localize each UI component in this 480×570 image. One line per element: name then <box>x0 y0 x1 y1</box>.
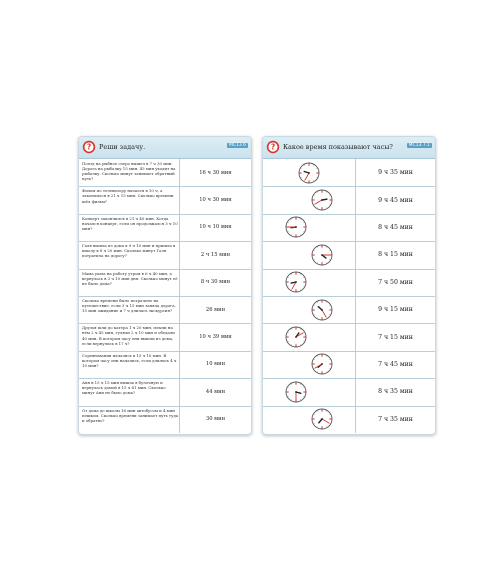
clock-row <box>263 296 435 324</box>
problem-text: Концерт закончился в 21 ч 40 мин. Когда начался концерт, если он продолжался 3 ч 10 мин? <box>79 214 180 241</box>
clock-icon <box>309 187 335 213</box>
problem-row <box>79 351 251 379</box>
question-icon <box>266 140 280 154</box>
answer-text: 10 ч 10 мин <box>199 224 232 231</box>
problem-row <box>79 378 251 406</box>
card-code-badge: МС13.6 <box>228 143 246 148</box>
clock-icon <box>283 269 309 295</box>
clock-cell <box>263 269 356 296</box>
card-code-badge: МС13.7.1 <box>408 143 430 148</box>
clock-icon <box>283 214 309 240</box>
card-title: Реши задачу. <box>99 143 146 151</box>
time-answer: 9 ч 35 мин <box>378 169 413 177</box>
clock-row <box>263 406 435 433</box>
answer-text: 16 ч 30 мин <box>199 169 232 176</box>
problem-text: Галя вышла из дома в 9 ч 10 мин и пришла в школу в 8 ч 20 мин. Сколько минут Галя потратила на дорогу? <box>79 241 180 268</box>
problem-row <box>79 269 251 297</box>
time-answer: 8 ч 15 мин <box>378 251 413 259</box>
problem-text: От дома до школы 16 мин автобусом и 4 мин пешком. Сколько времени занимает путь туда и обратно? <box>79 406 180 433</box>
clock-cell <box>263 214 356 241</box>
clock-row <box>263 269 435 297</box>
time-answer: 9 ч 15 мин <box>378 306 413 314</box>
time-answer: 8 ч 35 мин <box>378 388 413 396</box>
svg-text:?: ? <box>86 142 92 152</box>
clock-cell <box>263 186 356 213</box>
problem-text: Аня в 15 ч 15 мин вышла в булочную и вернулась домой в 15 ч 41 мин. Сколько минут Ани не было дома? <box>79 378 180 405</box>
problem-text: Мама ушла на работу утром в 6 ч 40 мин, а вернулась в 3 ч 10 мин дня. Сколько минут её не было дома? <box>79 269 180 296</box>
answer-text: 10 ч 30 мин <box>199 197 232 204</box>
clock-icon <box>309 297 335 323</box>
time-answer: 8 ч 45 мин <box>378 223 413 231</box>
clock-icon <box>309 351 335 377</box>
time-answer: 9 ч 45 мин <box>378 196 413 204</box>
problem-row <box>79 323 251 351</box>
clock-cell <box>263 159 356 186</box>
clock-icon <box>283 324 309 350</box>
clock-row <box>263 378 435 406</box>
answer-text: 10 ч 39 мин <box>199 334 232 341</box>
clock-icon <box>309 406 335 432</box>
problems-table <box>79 159 251 434</box>
answer-text: 26 мин <box>205 306 226 313</box>
problem-row <box>79 241 251 269</box>
answer-text: 8 ч 30 мин <box>200 279 231 286</box>
clock-row <box>263 159 435 187</box>
time-answer: 7 ч 15 мин <box>378 333 413 341</box>
problem-text: Фильм по телевизору начался в 10 ч, а закончился в 21 ч 15 мин. Сколько времени шёл фильм? <box>79 186 180 213</box>
clock-cell <box>263 351 356 378</box>
answer-text: 2 ч 15 мин <box>200 251 231 258</box>
problem-text: Соревнования начались в 15 ч 10 мин. В котором часу они начались, если длились 4 ч 10 мин? <box>79 351 180 378</box>
problem-text: Поезд на рыбное озеро вышел в 7 ч 30 мин. Дорога на рыбалку 15 мин. 45 мин уходит на рыбалку. Сколько минут занимает обратный путь? <box>79 159 180 186</box>
clock-row <box>263 241 435 269</box>
answer-text: 44 мин <box>205 388 226 395</box>
clock-cell <box>263 406 356 433</box>
time-answer: 7 ч 50 мин <box>378 278 413 286</box>
card-header <box>263 137 435 159</box>
problem-row <box>79 214 251 242</box>
problems-card <box>78 136 252 435</box>
svg-text:?: ? <box>270 142 276 152</box>
clock-row <box>263 214 435 242</box>
clocks-card <box>262 136 436 435</box>
card-header <box>79 137 251 159</box>
problem-text: Друзья шли до катера 1 ч 20 мин, плыли на нём 2 ч 45 мин, гуляли 2 ч 10 мин и обедали 40 мин. В котором часу они вышли из дома, если вернулись в 17 ч? <box>79 323 180 350</box>
clock-row <box>263 351 435 379</box>
problem-text: Сколько времени было потрачено на путешествие, если 3 ч 15 мин заняла дорога, 15 мин ожидание и 7 ч длилась экскурсия? <box>79 296 180 323</box>
clock-icon <box>309 242 335 268</box>
clock-icon <box>283 379 309 405</box>
question-icon <box>82 140 96 154</box>
problem-row <box>79 406 251 433</box>
problem-row <box>79 159 251 187</box>
clock-row <box>263 323 435 351</box>
clock-cell <box>263 378 356 405</box>
card-title: Какое время показывают часы? <box>283 143 393 151</box>
problem-row <box>79 186 251 214</box>
time-answer: 7 ч 45 мин <box>378 360 413 368</box>
answer-text: 30 мин <box>205 416 226 423</box>
clock-cell <box>263 296 356 323</box>
problem-row <box>79 296 251 324</box>
clock-icon <box>296 160 322 186</box>
time-answer: 7 ч 35 мин <box>378 415 413 423</box>
clock-row <box>263 186 435 214</box>
clocks-table <box>263 159 435 434</box>
clock-cell <box>263 241 356 268</box>
clock-cell <box>263 323 356 350</box>
answer-text: 10 мин <box>205 361 226 368</box>
